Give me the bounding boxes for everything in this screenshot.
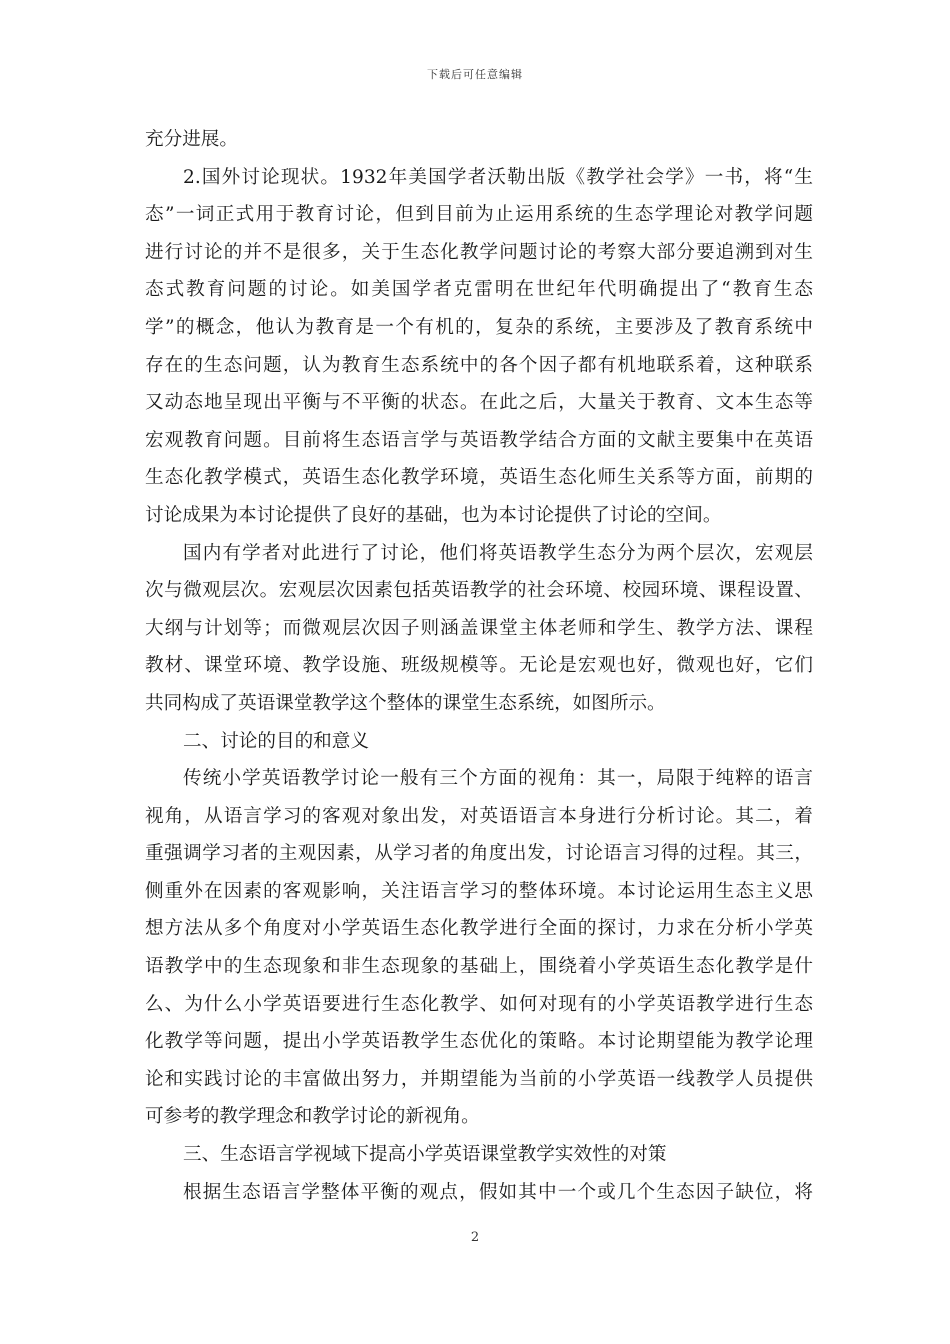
text-line: 根据生态语言学整体平衡的观点，假如其中一个或几个生态因子缺位，将 (183, 1181, 813, 1203)
text-line: 大纲与计划等；而微观层次因子则涵盖课堂主体老师和学生、教学方法、课程 (145, 617, 813, 639)
text-line: 充分进展。 (145, 129, 238, 150)
text-line: 论和实践讨论的丰富做出努力，并期望能为当前的小学英语一线教学人员提供 (145, 1068, 813, 1090)
text-line: 2.国外讨论现状。1932年美国学者沃勒出版《教学社会学》一书，将“生 (183, 166, 813, 188)
page-header: 下载后可任意编辑 (427, 68, 523, 81)
text-line: 国内有学者对此进行了讨论，他们将英语教学生态分为两个层次，宏观层 (183, 542, 813, 564)
page-number: 2 (470, 1230, 480, 1245)
text-line: 视角，从语言学习的客观对象出发，对英语语言本身进行分析讨论。其二，着 (145, 805, 813, 827)
text-line: 化教学等问题，提出小学英语教学生态优化的策略。本讨论期望能为教学论理 (145, 1031, 813, 1053)
text-line: 可参考的教学理念和教学讨论的新视角。 (145, 1106, 480, 1128)
text-line: 共同构成了英语课堂教学这个整体的课堂生态系统，如图所示。 (145, 692, 666, 714)
text-line: 存在的生态问题，认为教育生态系统中的各个因子都有机地联系着，这种联系 (145, 354, 813, 376)
text-line: 学”的概念，他认为教育是一个有机的，复杂的系统，主要涉及了教育系统中 (145, 316, 813, 338)
text-line: 态”一词正式用于教育讨论，但到目前为止运用系统的生态学理论对教学问题 (145, 204, 813, 226)
text-line: 生态化教学模式，英语生态化教学环境，英语生态化师生关系等方面，前期的 (145, 467, 813, 489)
text-line: 次与微观层次。宏观层次因素包括英语教学的社会环境、校园环境、课程设置、 (145, 580, 813, 602)
document-body (145, 121, 813, 1211)
text-line: 态式教育问题的讨论。如美国学者克雷明在世纪年代明确提出了“教育生态 (145, 279, 813, 301)
text-line: 侧重外在因素的客观影响，关注语言学习的整体环境。本讨论运用生态主义思 (145, 880, 813, 902)
text-line: 重强调学习者的主观因素，从学习者的角度出发，讨论语言习得的过程。其三， (145, 843, 813, 865)
text-line: 宏观教育问题。目前将生态语言学与英语教学结合方面的文献主要集中在英语 (145, 429, 813, 451)
text-line: 教材、课堂环境、教学设施、班级规模等。无论是宏观也好，微观也好，它们 (145, 655, 813, 677)
text-line: 传统小学英语教学讨论一般有三个方面的视角：其一，局限于纯粹的语言 (183, 768, 813, 790)
text-line: 二、讨论的目的和意义 (183, 730, 369, 752)
text-line: 么、为什么小学英语要进行生态化教学、如何对现有的小学英语教学进行生态 (145, 993, 813, 1015)
text-line: 讨论成果为本讨论提供了良好的基础，也为本讨论提供了讨论的空间。 (145, 504, 722, 526)
text-line: 进行讨论的并不是很多，关于生态化教学问题讨论的考察大部分要追溯到对生 (145, 241, 813, 263)
text-line: 语教学中的生态现象和非生态现象的基础上，围绕着小学英语生态化教学是什 (145, 956, 813, 978)
text-line: 想方法从多个角度对小学英语生态化教学进行全面的探讨，力求在分析小学英 (145, 918, 813, 940)
text-line: 三、生态语言学视域下提高小学英语课堂教学实效性的对策 (183, 1144, 667, 1166)
text-line: 又动态地呈现出平衡与不平衡的状态。在此之后，大量关于教育、文本生态等 (145, 392, 813, 414)
